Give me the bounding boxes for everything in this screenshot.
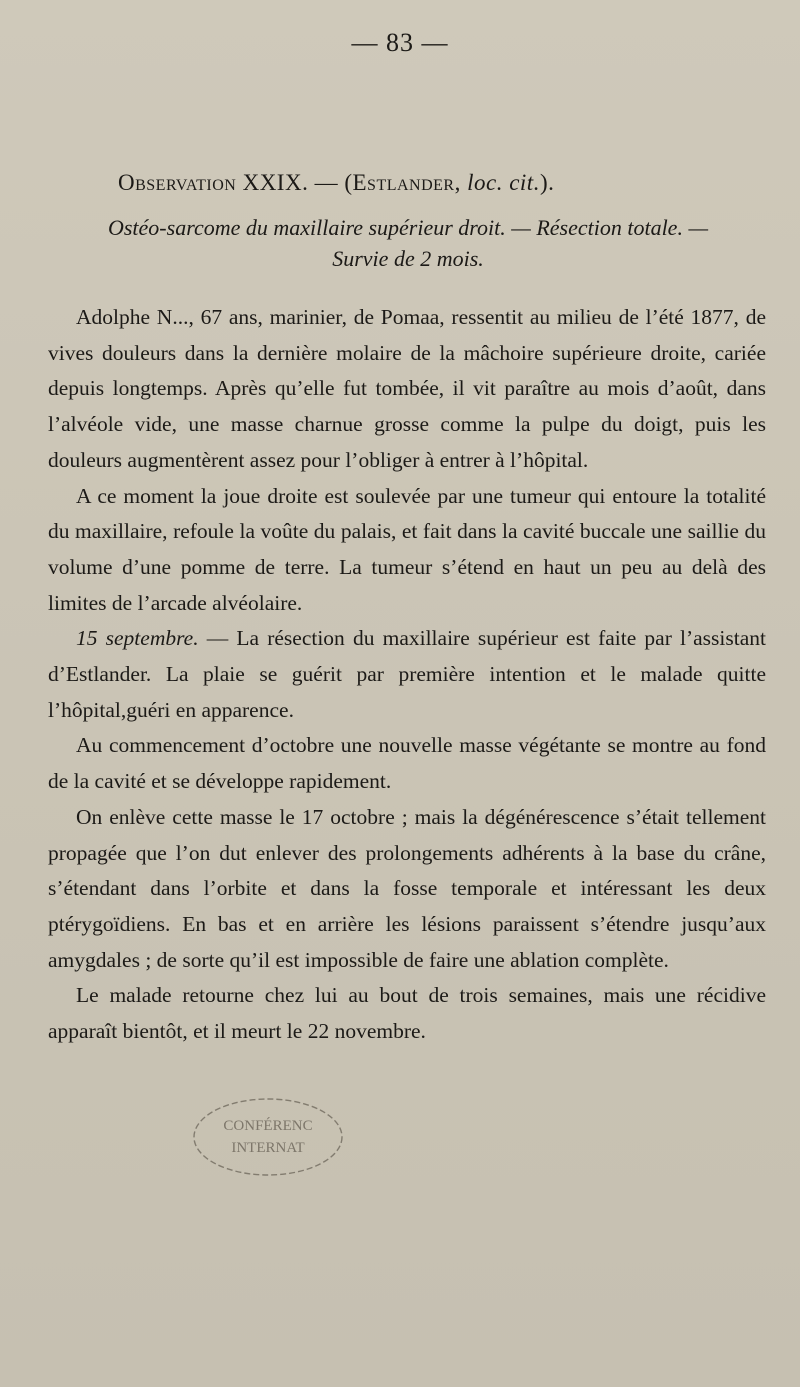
subtitle-line-2: Survie de 2 mois.: [332, 246, 484, 271]
heading-author: Estlander,: [352, 170, 461, 195]
resection-text: — La résection du maxillaire supérieur est faite par l’assistant d’Estlander. La plaie se guérit par première intention et le malade quitte l’hôpital,guéri en apparence.: [48, 626, 766, 722]
paragraph-recurrence: Au commencement d’octobre une nouvelle masse végétante se montre au fond de la cavité et se développe rapidement.: [48, 733, 766, 794]
heading-dash: — (: [308, 170, 353, 195]
paragraph-outcome: Le malade retourne chez lui au bout de trois semaines, mais une récidive apparaît bientôt, et il meurt le 22 novembre.: [48, 983, 766, 1044]
page-number: — 83 —: [351, 28, 449, 57]
stamp-top-text: CONFÉRENC: [223, 1118, 313, 1134]
heading-close: ).: [539, 170, 555, 195]
paragraph-resection: [48, 621, 766, 728]
observation-heading: [118, 170, 758, 196]
stamp-bottom-text: INTERNAT: [231, 1140, 305, 1156]
paragraph-history: Adolphe N..., 67 ans, marinier, de Pomaa, ressentit au milieu de l’été 1877, de vives douleurs dans la dernière molaire de la mâchoire supérieure droite, cariée depuis longtemps. Après qu’elle fut tombée, il vit paraître au mois d’août, dans l’alvéole vide, une masse charnue grosse comme la pulpe du doigt, puis les douleurs augmentèrent assez pour l’obliger à entrer à l’hôpital.: [48, 305, 766, 472]
case-subtitle: [48, 212, 768, 274]
observation-label: Observation XXIX.: [118, 170, 309, 195]
paragraph-examination: A ce moment la joue droite est soulevée par une tumeur qui entoure la totalité du maxillaire, refoule la voûte du palais, et fait dans la cavité buccale une saillie du volume d’une pomme de terre. La tumeur s’étend en haut un peu au delà des limites de l’arcade alvéolaire.: [48, 483, 766, 615]
paragraph-second-operation: On enlève cette masse le 17 octobre ; mais la dégénérescence s’était tellement propagée que l’on dut enlever des prolongements adhérents à la base du crâne, s’étendant dans l’orbite et dans la fosse temporale et intéressant les deux ptérygoïdiens. En bas et en arrière les lésions paraissent s’étendre jusqu’aux amygdales ; de sorte qu’il est impossible de faire une ablation complète.: [48, 804, 766, 972]
subtitle-line-1: Ostéo-sarcome du maxillaire supérieur droit. — Résection totale. —: [107, 215, 709, 240]
case-body: [48, 300, 766, 1050]
heading-reference: loc. cit.: [460, 170, 540, 195]
library-stamp: [188, 1092, 348, 1182]
resection-date: 15 septembre.: [76, 626, 199, 651]
